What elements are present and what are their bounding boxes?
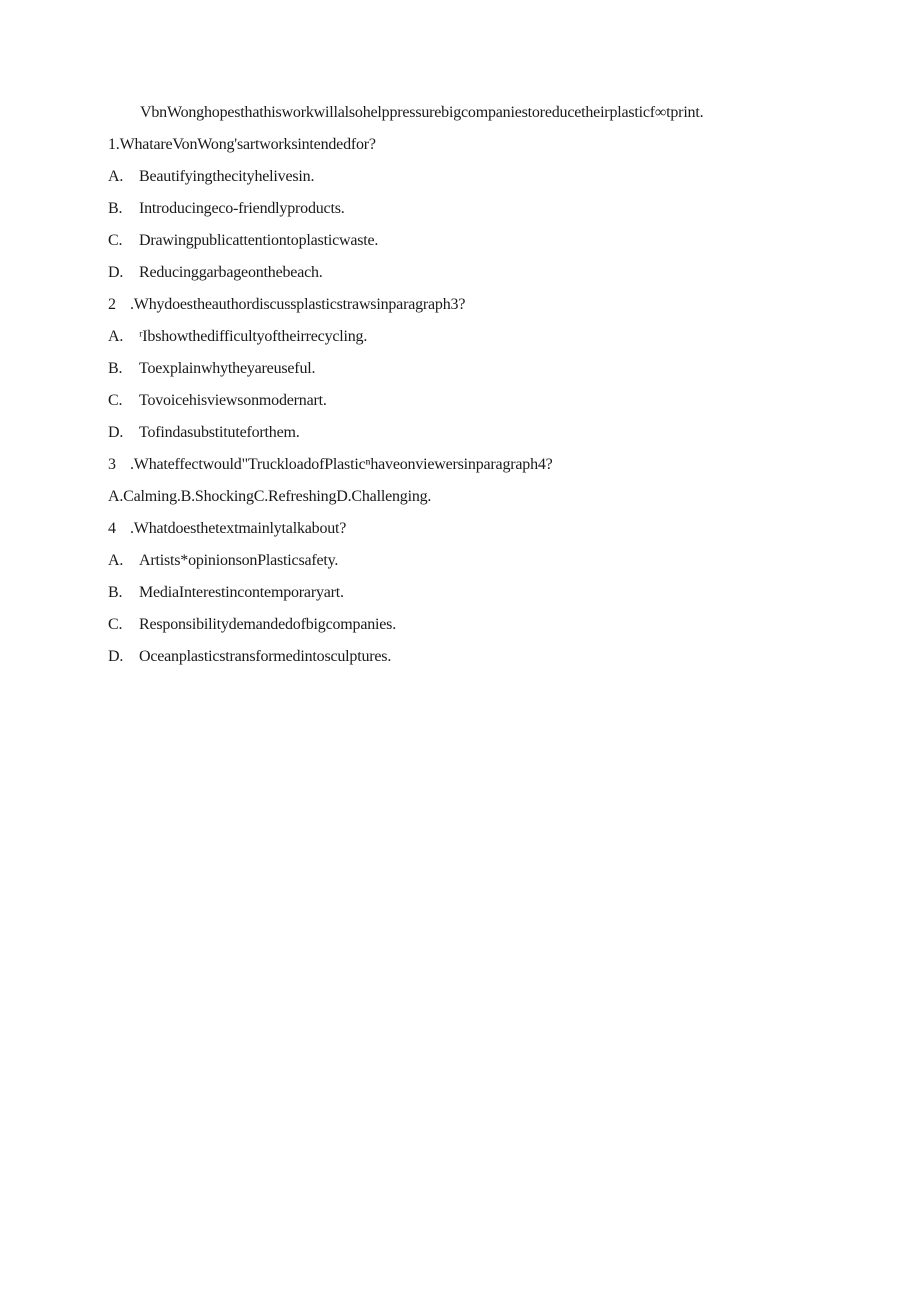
question-number: 4 (108, 520, 116, 537)
option-text: Reducinggarbageonthebeach. (139, 264, 323, 281)
option-text: Toexplainwhytheyareuseful. (139, 360, 316, 377)
question-3 (108, 455, 553, 475)
question-1-option-a (108, 167, 314, 187)
option-letter: B. (108, 360, 123, 377)
option-letter: C. (108, 616, 123, 633)
question-3-options-inline: A.Calming.B.ShockingC.RefreshingD.Challenging. (108, 488, 432, 505)
option-text: Beautifyingthecityhelivesin. (139, 168, 315, 185)
question-text: .Whydoestheauthordiscussplasticstrawsinparagraph3? (130, 296, 466, 313)
question-text: .Whatdoesthetextmainlytalkabout? (130, 520, 347, 537)
question-2 (108, 295, 465, 315)
question-number: 3 (108, 456, 116, 473)
question-1-option-d (108, 263, 323, 283)
option-letter: B. (108, 200, 123, 217)
intro-paragraph: VbnWonghopesthathisworkwillalsohelppressurebigcompaniestoreducetheirplasticf∞tprint. (140, 104, 704, 121)
option-letter: A. (108, 552, 124, 569)
option-text: Tofindasubstituteforthem. (139, 424, 300, 441)
question-4-option-d (108, 647, 391, 667)
question-4-option-c (108, 615, 396, 635)
question-1-option-b (108, 199, 345, 219)
question-1-option-c (108, 231, 378, 251)
option-letter: D. (108, 264, 124, 281)
option-text: Tovoicehisviewsonmodernart. (139, 392, 327, 409)
option-text: Drawingpublicattentiontoplasticwaste. (139, 232, 379, 249)
option-letter: A. (108, 328, 124, 345)
option-text: Oceanplasticstransformedintosculptures. (139, 648, 392, 665)
question-4 (108, 519, 346, 539)
option-letter: C. (108, 232, 123, 249)
option-letter: D. (108, 424, 124, 441)
question-number: 2 (108, 296, 116, 313)
question-4-option-b (108, 583, 344, 603)
option-text: MediaInterestincontemporaryart. (139, 584, 344, 601)
option-letter: C. (108, 392, 123, 409)
question-2-option-a (108, 327, 367, 347)
question-4-option-a (108, 551, 338, 571)
question-2-option-b (108, 359, 315, 379)
question-1: 1.WhatareVonWong'sartworksintendedfor? (108, 136, 376, 153)
question-2-option-c (108, 391, 327, 411)
option-letter: A. (108, 168, 124, 185)
question-2-option-d (108, 423, 300, 443)
option-text: ʳIbshowthedifficultyoftheirrecycling. (139, 328, 368, 345)
option-text: Responsibilitydemandedofbigcompanies. (139, 616, 396, 633)
question-text: .Whateffectwould"TruckloadofPlasticⁿhaveonviewersinparagraph4? (130, 456, 553, 473)
option-text: Introducingeco-friendlyproducts. (139, 200, 345, 217)
option-text: Artists*opinionsonPlasticsafety. (139, 552, 339, 569)
option-letter: D. (108, 648, 124, 665)
option-letter: B. (108, 584, 123, 601)
